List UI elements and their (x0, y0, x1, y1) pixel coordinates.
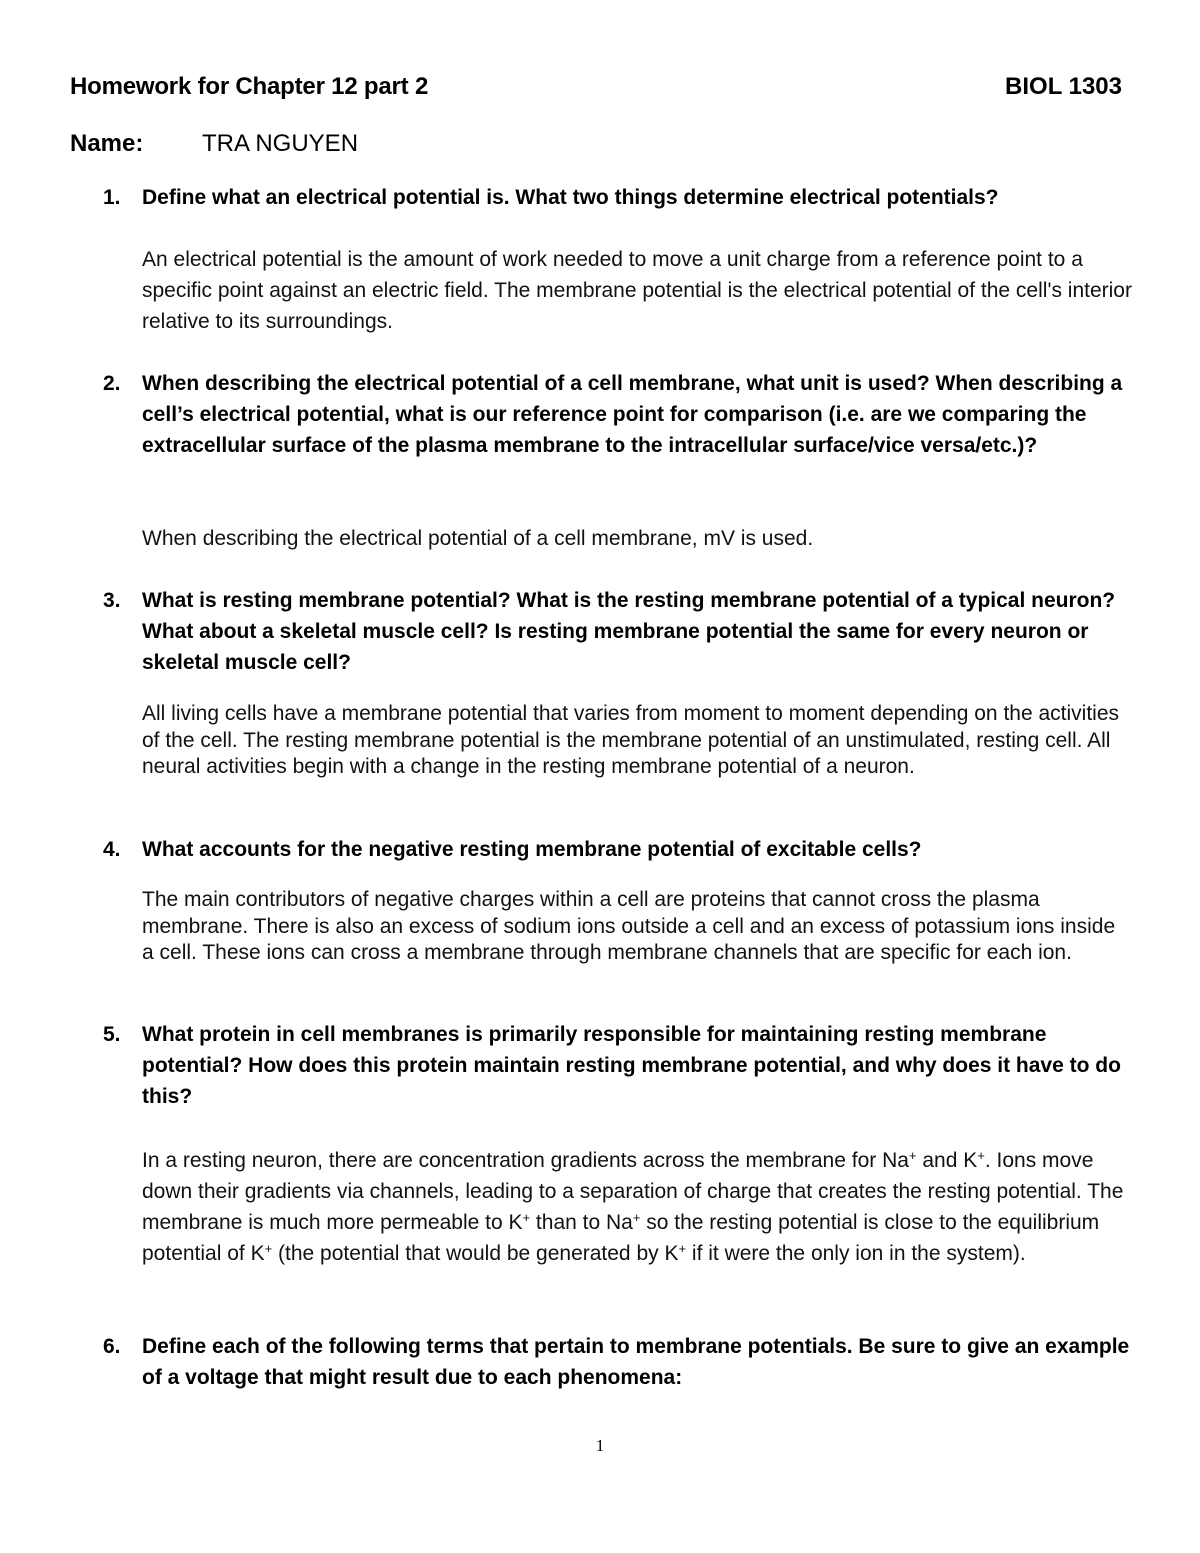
answer-1: An electrical potential is the amount of work needed to move a unit charge from a reference point to a specific point against an electric field. The membrane potential is the electrical potential of the cell's interior relative to its surroundings. (142, 248, 1132, 333)
course-code: BIOL 1303 (1005, 73, 1122, 100)
answer-5: In a resting neuron, there are concentration gradients across the membrane for Na+ and K+. Ions move down their gradients via channels, leading to a separation of charge that creates the resting potential. The membrane is much more permeable to K+ than to Na+ so the resting potential is close to the equilibrium potential of K+ (the potential that would be generated by K+ if it were the only ion in the system). (142, 1148, 1124, 1265)
answer-2: When describing the electrical potential of a cell membrane, mV is used. (142, 527, 814, 550)
name-label: Name: (70, 130, 144, 157)
question-text: What is resting membrane potential? What is the resting membrane potential of a typical neuron? What about a skeletal muscle cell? Is resting membrane potential the same for every neuron or skeletal muscle cell? (142, 589, 1116, 674)
question-number: 4. (103, 838, 121, 861)
question-number: 6. (103, 1335, 121, 1358)
homework-title: Homework for Chapter 12 part 2 (70, 73, 429, 100)
question-text: What protein in cell membranes is primarily responsible for maintaining resting membrane potential? How does this protein maintain resting membrane potential, and why does it have to do this? (142, 1023, 1121, 1108)
question-text: What accounts for the negative resting membrane potential of excitable cells? (142, 838, 922, 861)
page-header (70, 73, 1122, 105)
question-number: 1. (103, 186, 121, 209)
question-text: Define what an electrical potential is. What two things determine electrical potentials? (142, 186, 999, 209)
student-name: TRA NGUYEN (202, 130, 359, 157)
answer-4: The main contributors of negative charges within a cell are proteins that cannot cross the plasma membrane. There is also an excess of sodium ions outside a cell and an excess of potassium ions inside a cell. These ions can cross a membrane through membrane channels that are specific for each ion. (142, 888, 1116, 964)
question-number: 2. (103, 372, 121, 395)
page-number: 1 (595, 1436, 605, 1455)
question-number: 5. (103, 1023, 121, 1046)
question-text: Define each of the following terms that pertain to membrane potentials. Be sure to give an example of a voltage that might result due to each phenomena: (142, 1335, 1130, 1389)
answer-3: All living cells have a membrane potential that varies from moment to moment depending on the activities of the cell. The resting membrane potential is the membrane potential of an unstimulated, resting cell. All neural activities begin with a change in the resting membrane potential of a neuron. (142, 702, 1119, 778)
question-number: 3. (103, 589, 121, 612)
question-text: When describing the electrical potential of a cell membrane, what unit is used? When describing a cell’s electrical potential, what is our reference point for comparison (i.e. are we comparing the extracellular surface of the plasma membrane to the intracellular surface/vice versa/etc.)? (142, 372, 1123, 457)
